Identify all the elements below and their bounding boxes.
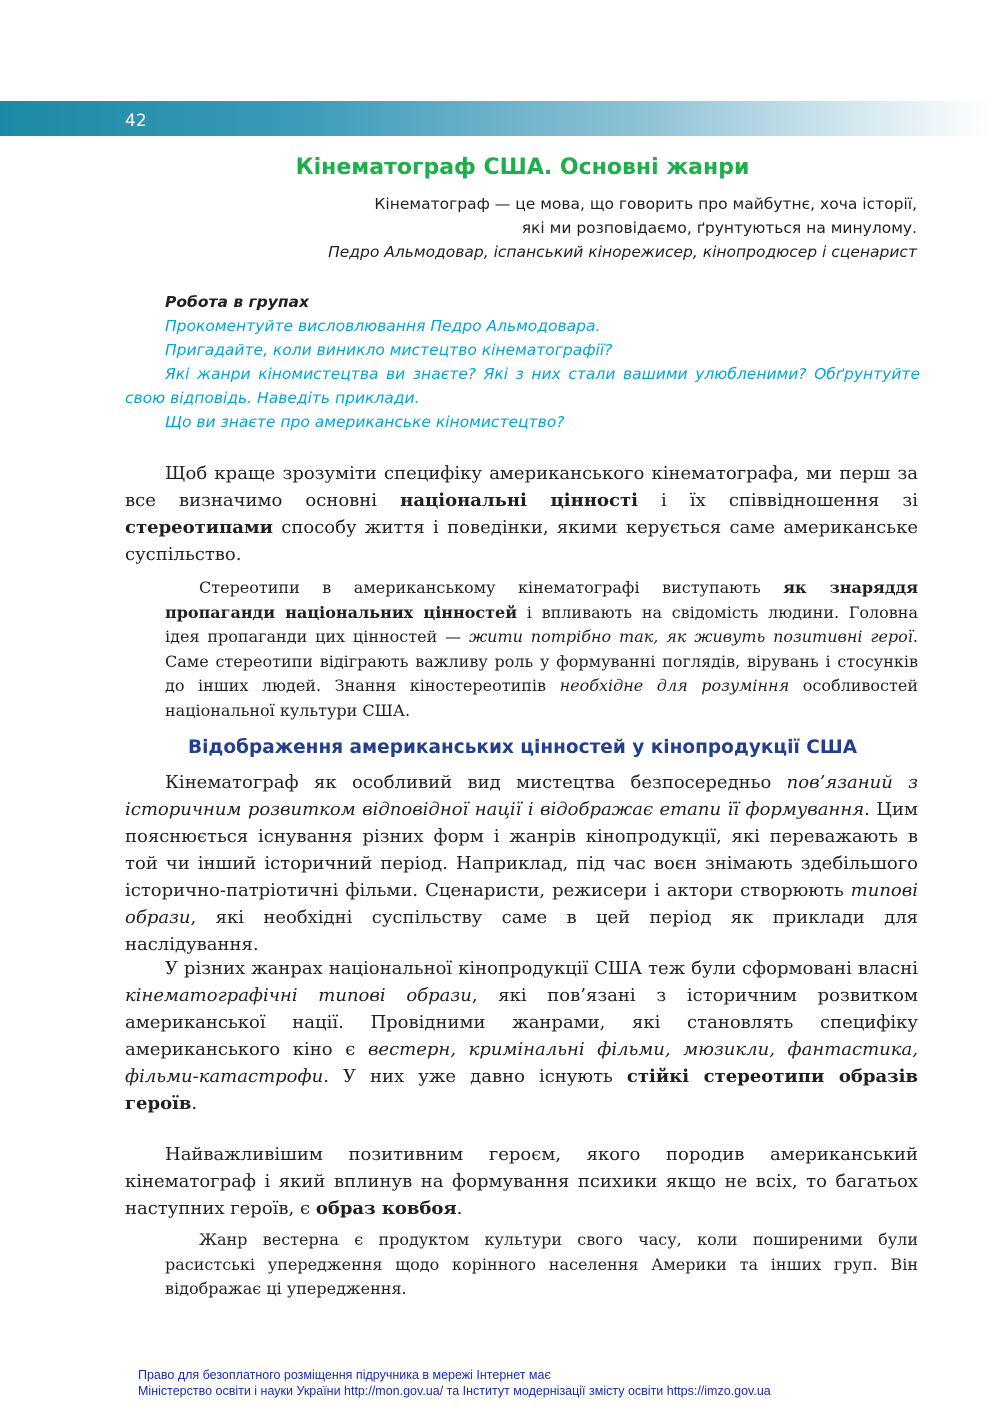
page-number: 42 [125, 111, 147, 131]
section-paragraph-1: Кінематограф як особливий вид мистецтва безпосередньо пов’язаний з історичним розвитком відповідної нації і відображає етапи її формування. Цим пояснюється існування різних форм і жанрів кінопродукції, які переважають в той чи інший історичний період. Наприклад, під час воєн знімають здебільшого історично-патріотичні фільми. Сценаристи, режисери і актори створюють типові образи, які необхідні суспільству саме в цей період як приклади для наслідування. [125, 772, 918, 955]
header-band [0, 101, 992, 136]
epigraph-author: Педро Альмодовар, іспанський кінорежисер, кінопродюсер і сценарист [328, 243, 917, 261]
epigraph-line-1: Кінематограф — це мова, що говорить про майбутнє, хоча історії, [374, 195, 917, 213]
note-stereotypes: Стереотипи в американському кінематографі виступають як знаряддя пропаганди національних цінностей і впливають на свідомість людини. Головна ідея пропаганди цих цінностей — жити потрібно так, як живуть позитивні герої. Саме стереотипи відіграють важливу роль у формуванні поглядів, вірувань і стосунків до інших людей. Знання кіностереотипів необхідне для розуміння особливостей національної культури США. [165, 578, 919, 720]
epigraph-line-2: які ми розповідаємо, ґрунтуються на минулому. [521, 219, 917, 237]
footer-line-2: Міністерство освіти і науки України http://mon.gov.ua/ та Інститут модернізації змісту освіти https://imzo.gov.ua [138, 1384, 771, 1398]
question-2: Пригадайте, коли виникло мистецтво кінематографії? [165, 341, 613, 359]
footer-line-1: Право для безоплатного розміщення підручника в мережі Інтернет має [138, 1368, 551, 1382]
section-paragraph-3: Найважливішим позитивним героєм, якого породив американський кінематограф і який вплинув на формування психики якщо не всіх, то багатьох наступних героїв, є образ ковбоя. [125, 1144, 918, 1219]
section-paragraph-2: У різних жанрах національної кінопродукції США теж були сформовані власні кінематографічні типові образи, які пов’язані з історичним розвитком американської нації. Провідними жанрами, які становлять специфіку американського кіно є вестерн, кримінальні фільми, мюзикли, фантастика, фільми-катастрофи. У них уже давно існують стійкі стереотипи образів героїв. [125, 958, 918, 1114]
question-1: Прокоментуйте висловлювання Педро Альмодовара. [165, 317, 601, 335]
note-western: Жанр вестерна є продуктом культури свого часу, коли поширеними були расистські упередження щодо корінного населення Америки та інших груп. Він відображає ці упередження. [165, 1230, 918, 1298]
question-4: Що ви знаєте про американське кіномистецтво? [165, 413, 565, 431]
section-subtitle: Відображення американських цінностей у кінопродукції США [187, 737, 858, 758]
page-title: Кінематограф США. Основні жанри [295, 155, 750, 180]
intro-paragraph: Щоб краще зрозуміти специфіку американського кінематографа, ми перш за все визначимо основні національні цінності і їх співвідношення зі стереотипами способу життя і поведінки, якими керується саме американське суспільство. [125, 463, 918, 565]
question-3: Які жанри кіномистецтва ви знаєте? Які з них стали вашими улюбленими? Обґрунтуйте свою відповідь. Наведіть приклади. [125, 365, 920, 407]
group-work-heading: Робота в групах [165, 293, 309, 311]
